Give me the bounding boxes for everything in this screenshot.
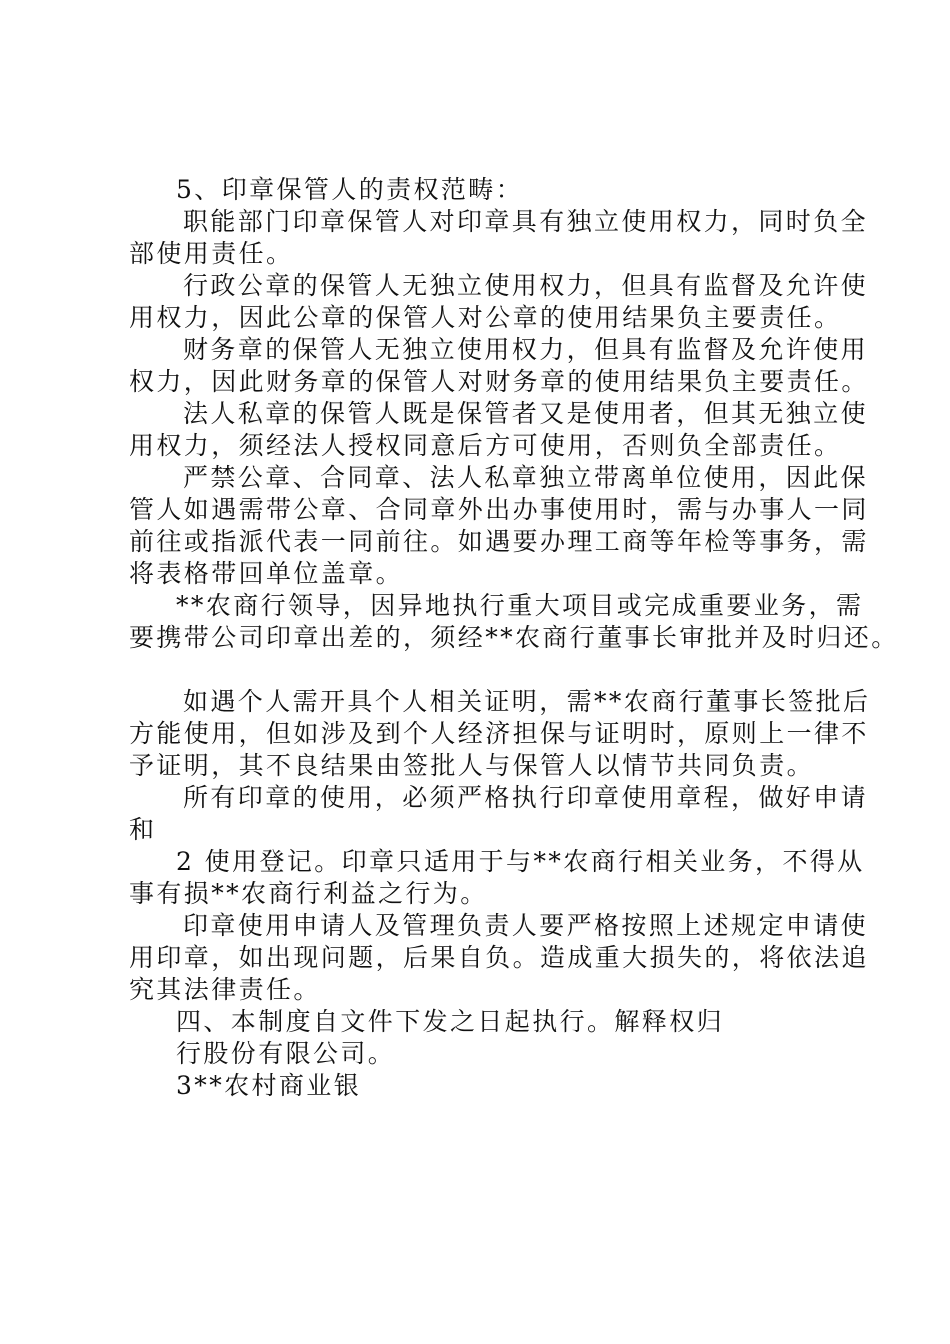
paragraph-line: 用印章，如出现问题，后果自负。造成重大损失的，将依法追 (129, 943, 869, 972)
paragraph-line: 2 使用登记。印章只适用于与**农商行相关业务，不得从 (176, 847, 865, 876)
paragraph-line: 严禁公章、合同章、法人私章独立带离单位使用，因此保 (183, 463, 869, 492)
paragraph-line: 行政公章的保管人无独立使用权力，但具有监督及允许使 (183, 271, 869, 300)
paragraph-line: 和 (129, 815, 157, 844)
paragraph-line: 将表格带回单位盖章。 (129, 559, 404, 588)
paragraph-line: 印章使用申请人及管理负责人要严格按照上述规定申请使 (183, 911, 869, 940)
paragraph-line: 职能部门印章保管人对印章具有独立使用权力，同时负全 (183, 207, 869, 236)
paragraph-line: **农商行领导，因异地执行重大项目或完成重要业务，需 (176, 591, 864, 620)
paragraph-line: 要携带公司印章出差的，须经**农商行董事长审批并及时归还。 (129, 623, 899, 652)
paragraph-line: 部使用责任。 (129, 239, 294, 268)
paragraph-line: 3**农村商业银 (176, 1071, 362, 1100)
paragraph-line: 管人如遇需带公章、合同章外出办事使用时，需与办事人一同 (129, 495, 869, 524)
paragraph-line: 究其法律责任。 (129, 975, 321, 1004)
paragraph-line: 如遇个人需开具个人相关证明，需**农商行董事长签批后 (183, 687, 871, 716)
paragraph-line: 法人私章的保管人既是保管者又是使用者，但其无独立使 (183, 399, 869, 428)
paragraph-line: 所有印章的使用，必须严格执行印章使用章程，做好申请 (183, 783, 869, 812)
paragraph-line: 用权力，须经法人授权同意后方可使用，否则负全部责任。 (129, 431, 842, 460)
paragraph-line: 财务章的保管人无独立使用权力，但具有监督及允许使用 (183, 335, 869, 364)
paragraph-line: 权力，因此财务章的保管人对财务章的使用结果负主要责任。 (129, 367, 869, 396)
paragraph-line: 用权力，因此公章的保管人对公章的使用结果负主要责任。 (129, 303, 842, 332)
section-heading: 5、印章保管人的责权范畴： (176, 175, 524, 204)
paragraph-line: 四、本制度自文件下发之日起执行。解释权归 (176, 1007, 725, 1036)
paragraph-line: 方能使用，但如涉及到个人经济担保与证明时，原则上一律不 (129, 719, 869, 748)
paragraph-line: 予证明，其不良结果由签批人与保管人以情节共同负责。 (129, 751, 815, 780)
paragraph-line: 行股份有限公司。 (176, 1039, 396, 1068)
paragraph-line: 前往或指派代表一同前往。如遇要办理工商等年检等事务，需 (129, 527, 869, 556)
paragraph-line: 事有损**农商行利益之行为。 (129, 879, 488, 908)
